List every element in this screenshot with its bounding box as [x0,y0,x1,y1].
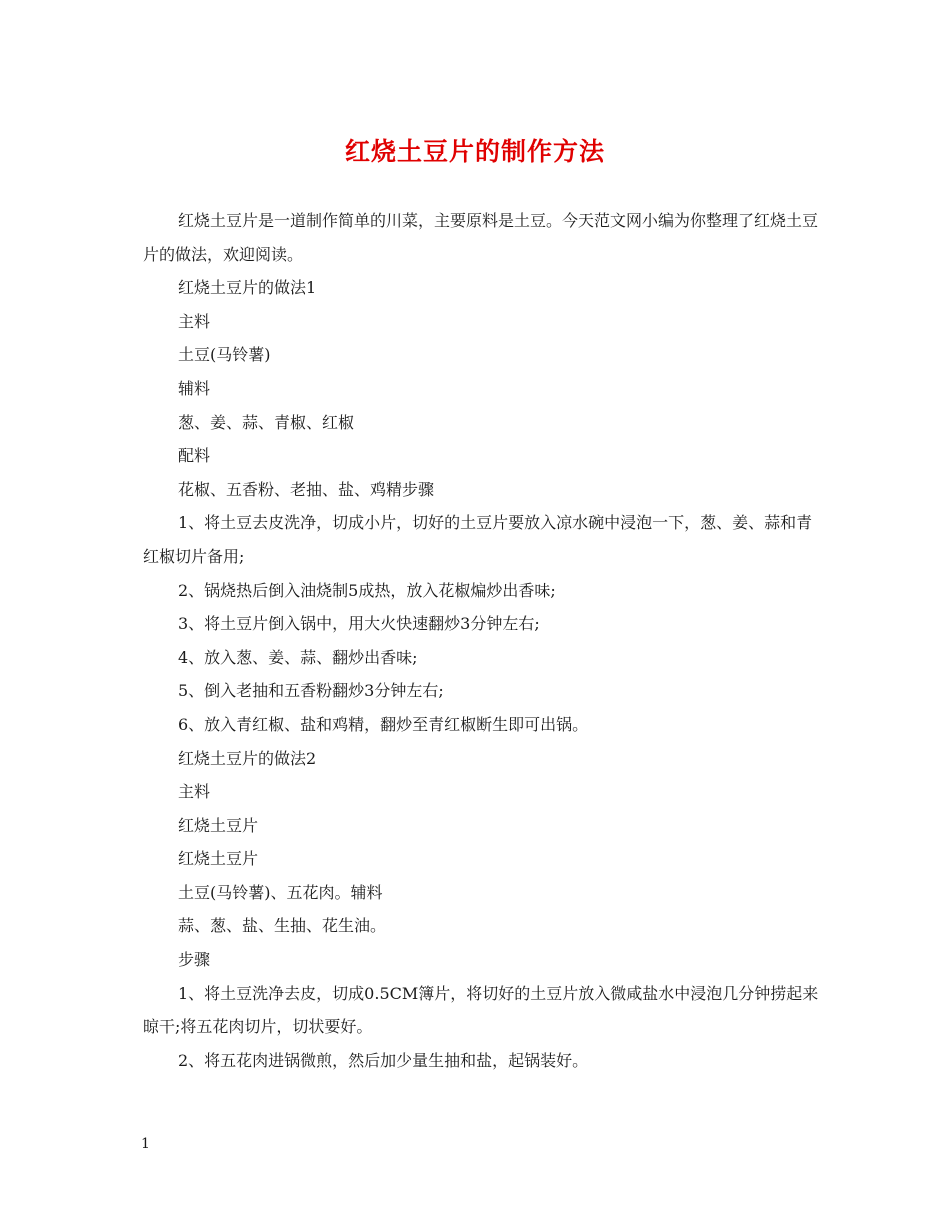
method-2-step-2: 2、将五花肉进锅微煎，然后加少量生抽和盐，起锅装好。 [178,1050,589,1070]
method-1-heading: 红烧土豆片的做法1 [178,278,317,298]
dish-name-line-1: 红烧土豆片 [178,815,259,835]
main-ingredient-list: 土豆(马铃薯) [178,345,271,365]
main-ingredient-label-2: 主料 [178,782,211,802]
document-body [143,204,823,1077]
auxiliary-ingredient-list: 葱、姜、蒜、青椒、红椒 [178,412,355,432]
document-title: 红烧土豆片的制作方法 [344,137,605,166]
step-6: 6、放入青红椒、盐和鸡精，翻炒至青红椒断生即可出锅。 [178,714,589,734]
method-2-step-1: 1、将土豆洗净去皮，切成0.5CM簿片，将切好的土豆片放入微咸盐水中浸泡几分钟捞起来晾干;将五花肉切片，切状要好。 [143,983,819,1037]
dish-name-line-2: 红烧土豆片 [178,849,259,869]
main-ingredient-label: 主料 [178,311,211,331]
step-2: 2、锅烧热后倒入油烧制5成热，放入花椒煸炒出香味; [178,580,556,600]
main-ingredient-list-2: 土豆(马铃薯)、五花肉。辅料 [178,882,383,902]
intro-paragraph: 红烧土豆片是一道制作简单的川菜，主要原料是土豆。今天范文网小编为你整理了红烧土豆片的做法，欢迎阅读。 [143,211,819,264]
seasoning-label: 配料 [178,446,211,466]
auxiliary-ingredient-list-2: 蒜、葱、盐、生抽、花生油。 [178,916,387,936]
auxiliary-ingredient-label: 辅料 [178,378,211,398]
steps-label: 步骤 [178,950,211,970]
method-2-heading: 红烧土豆片的做法2 [178,748,317,768]
step-3: 3、将土豆片倒入锅中，用大火快速翻炒3分钟左右; [178,614,540,634]
seasoning-list: 花椒、五香粉、老抽、盐、鸡精步骤 [178,479,435,499]
step-4: 4、放入葱、姜、蒜、翻炒出香味; [178,647,418,667]
step-5: 5、倒入老抽和五香粉翻炒3分钟左右; [178,681,444,701]
step-1: 1、将土豆去皮洗净，切成小片，切好的土豆片要放入凉水碗中浸泡一下，葱、姜、蒜和青红椒切片备用; [143,513,813,566]
page-number: 1 [141,1136,150,1152]
